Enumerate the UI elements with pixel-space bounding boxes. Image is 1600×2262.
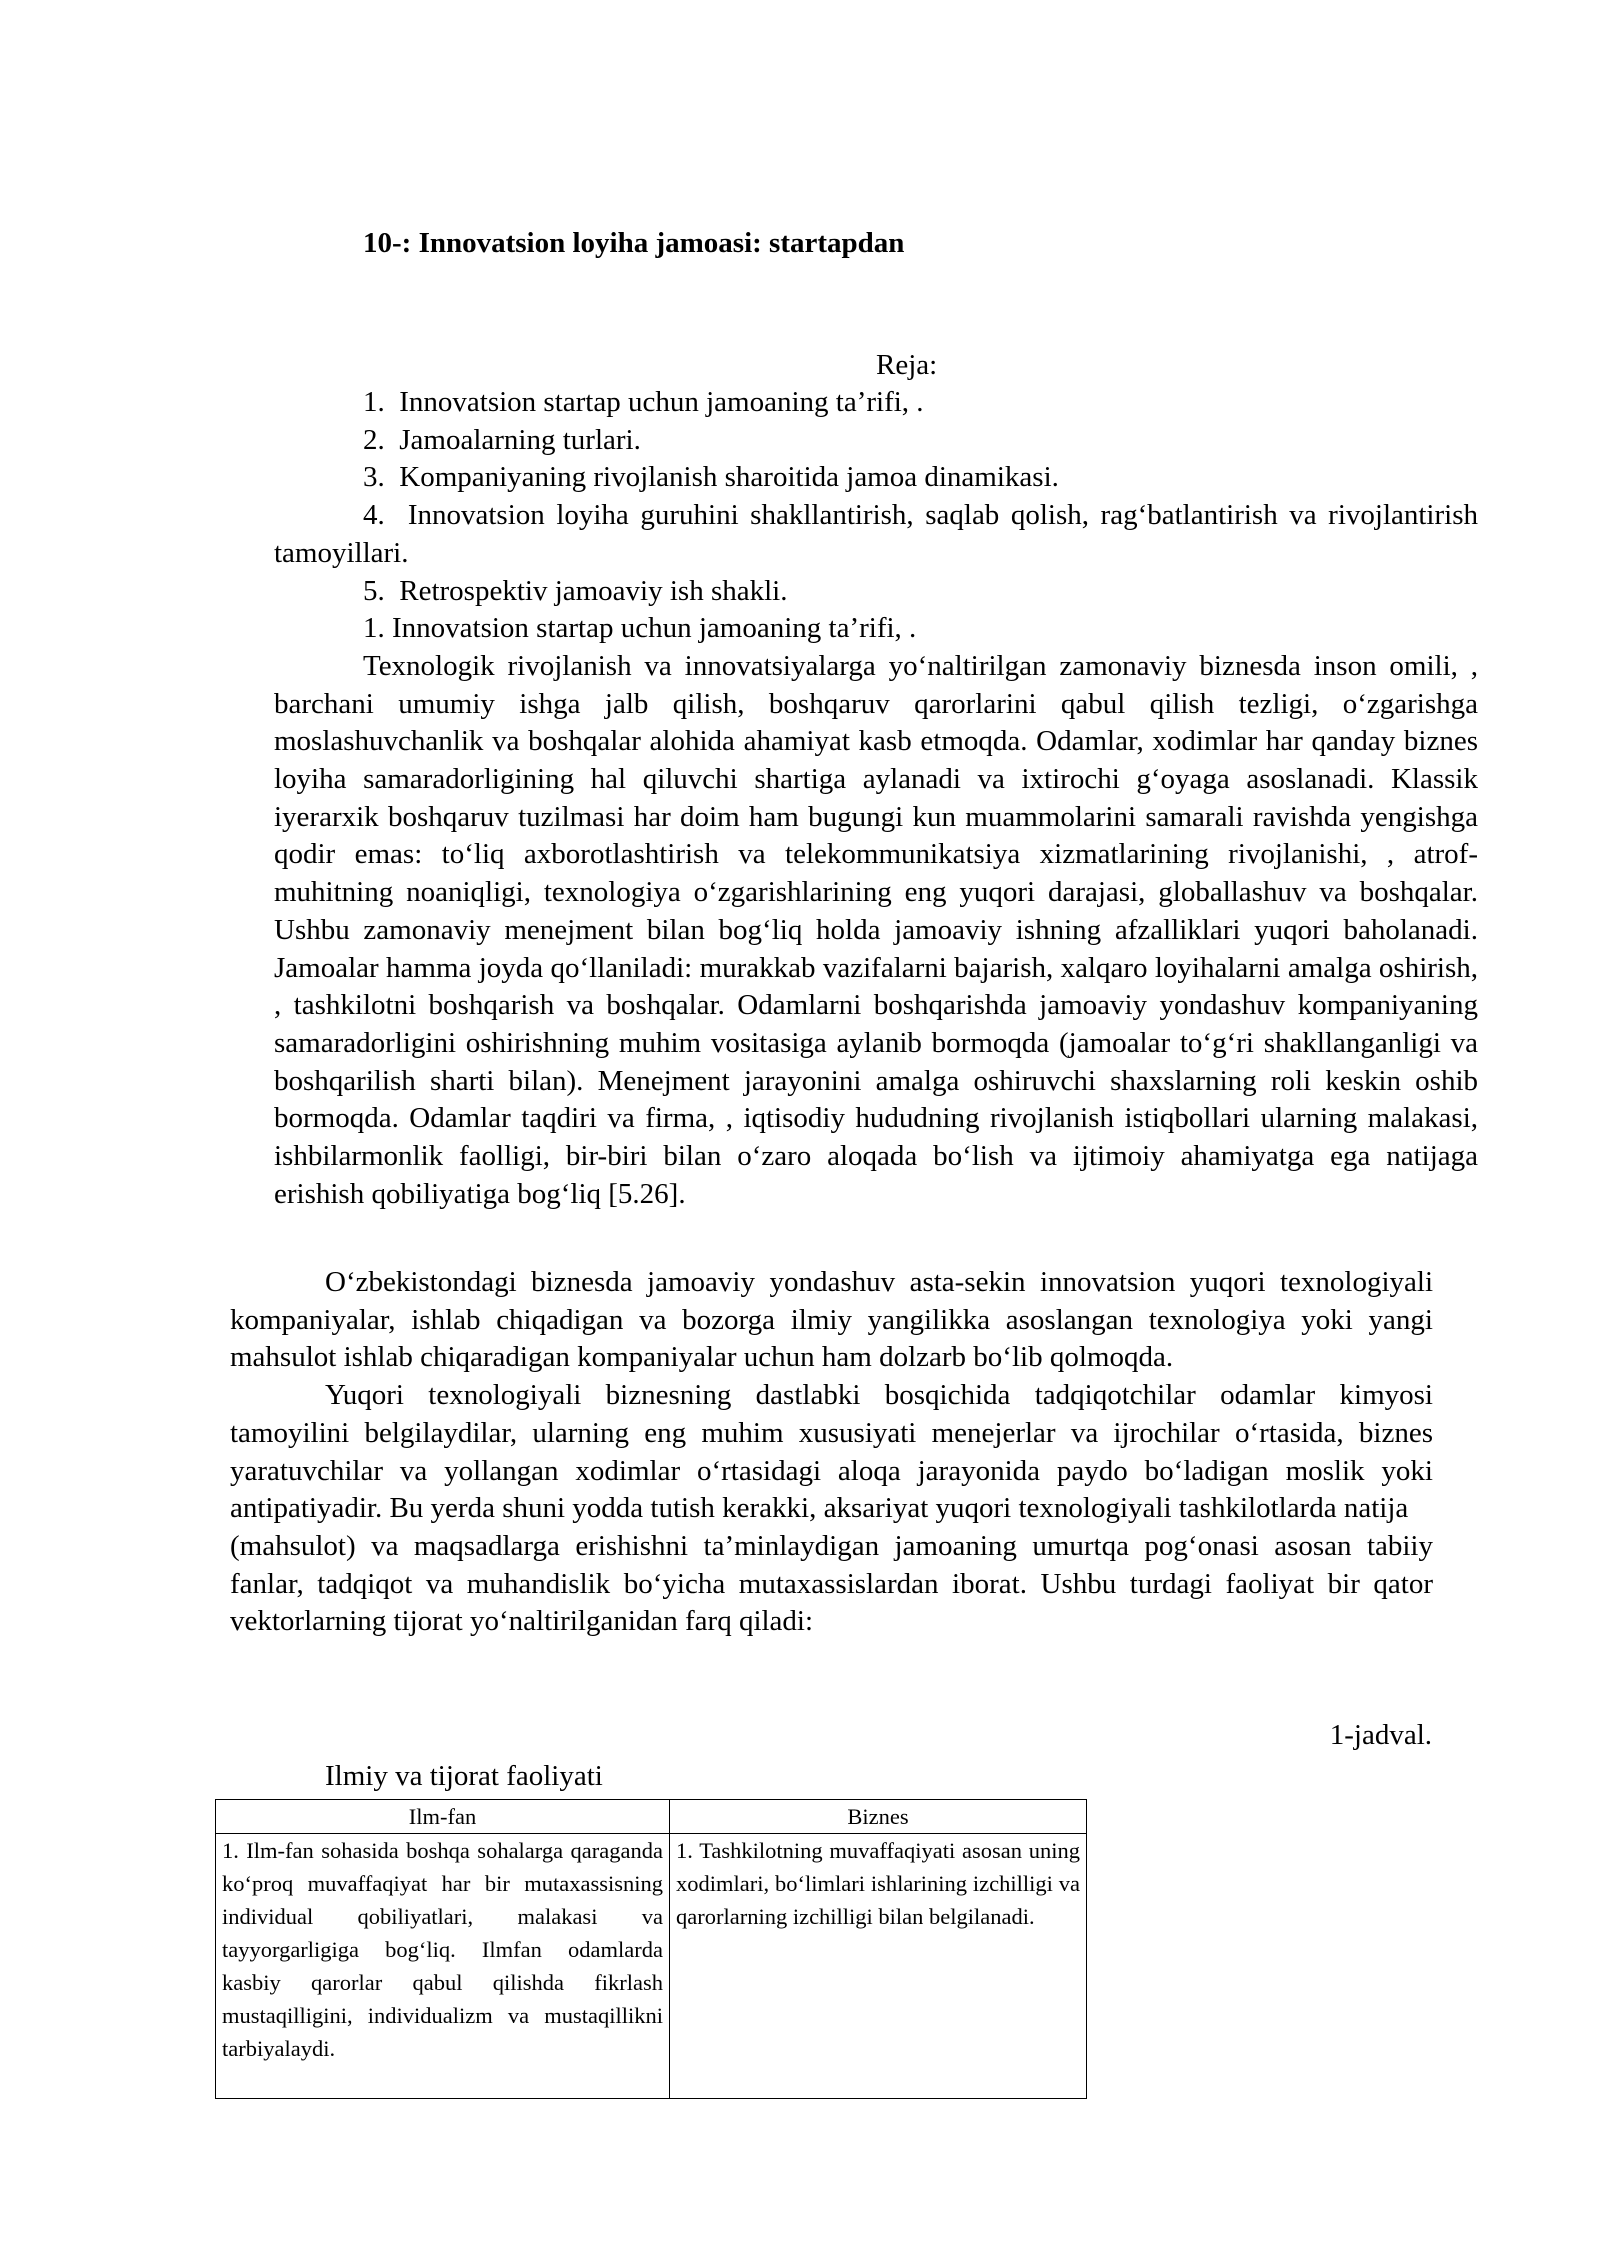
plan-item-number: 1. [363, 386, 385, 418]
table-row [216, 1834, 1087, 2099]
plan-item [274, 422, 1478, 460]
plan-item-number: 2. [363, 423, 385, 456]
plan-item [274, 384, 1478, 422]
body-paragraph: Yuqori texnologiyali biznesning dastlabki bosqichida tadqiqotchilar odamlar kimyosi tamoyilini belgilaydilar, ularning eng muhim xususiyati menejerlar va ijrochilar o‘rtasida, biznes yaratuvchilar va yollangan xodimlar o‘rtasidagi aloqa jarayonida paydo bo‘ladigan moslik yoki antipatiyadir. Bu yerda shuni yodda tutish kerakki, aksariyat yuqori texnologiyali tashkilotlarda natija [230, 1379, 1433, 1525]
plan-item-text: Retrospektiv jamoaviy ish shakli. [399, 574, 788, 607]
body-paragraph: Texnologik rivojlanish va innovatsiyalarga yo‘naltirilgan zamonaviy biznesda inson omili, , barchani umumiy ishga jalb qilish, boshqaruv qarorlarini qabul qilish tezligi, o‘zgarishga moslashuvchanlik va boshqalar alohida ahamiyat kasb etmoqda. Odamlar, xodimlar har qanday biznes loyiha samaradorligining hal qiluvchi shartiga aylanadi va ixtirochi g‘oyaga asoslanadi. Klassik iyerarxik boshqaruv tuzilmasi har doim ham bugungi kun muammolarini samarali ravishda yengishga qodir emas: to‘liq axborotlashtirish va telekommunikatsiya xizmatlarining rivojlanishi, , atrof-muhitning noaniqligi, texnologiya o‘zgarishlarining eng yuqori darajasi, globallashuv va boshqalar. Ushbu zamonaviy menejment bilan bog‘liq holda jamoaviy ishning afzalliklari yuqori baholanadi. Jamoalar hamma joyda qo‘llaniladi: murakkab vazifalarni bajarish, xalqaro loyihalarni amalga oshirish, , tashkilotni boshqarish va boshqalar. Odamlarni boshqarishda jamoaviy yondashuv kompaniyaning samaradorligini oshirishning muhim vositasiga aylanib bormoqda (jamoalar to‘g‘ri shakllanganligi va boshqarilish sharti bilan). Menejment jarayonini amalga oshiruvchi shaxslarning roli keskin oshib bormoqda. Odamlar taqdiri va firma, , iqtisodiy hududning rivojlanish istiqbollari ularning malakasi, ishbilarmonlik faolligi, bir-biri bilan o‘zaro aloqada bo‘lish va ijtimoiy ahamiyatga ega natijaga erishish qobiliyatiga bog‘liq [5.26]. [274, 649, 1478, 1210]
section-heading: 1. Innovatsion startap uchun jamoaning ta’rifi, . [363, 612, 917, 645]
table-header-row [216, 1800, 1087, 1834]
plan-item [274, 573, 1478, 611]
main-text-block [274, 384, 1478, 1213]
table-header-cell: Biznes [670, 1800, 1087, 1834]
plan-item-number: 5. [363, 574, 385, 607]
table-title: Ilmiy va tijorat faoliyati [325, 1760, 603, 1792]
plan-item-text: Kompaniyaning rivojlanish sharoitida jamoa dinamikasi. [399, 461, 1059, 494]
table-label: 1-jadval. [1329, 1719, 1432, 1751]
table-cell: 1. Ilm-fan sohasida boshqa sohalarga qaraganda ko‘proq muvaffaqiyat har bir mutaxassisning individual qobiliyatlari, malakasi va tayyorgarligiga bog‘liq. Ilmfan odamlarda kasbiy qarorlar qabul qilishda fikrlash mustaqilligini, individualizm va mustaqillikni tarbiyalaydi. [216, 1834, 670, 2099]
body-paragraph: (mahsulot) va maqsadlarga erishishni ta’minlaydigan jamoaning umurtqa pog‘onasi asosan tabiiy fanlar, tadqiqot va muhandislik bo‘yicha mutaxassislardan iborat. Ushbu turdagi faoliyat bir qator vektorlarning tijorat yo‘naltirilganidan farq qiladi: [230, 1529, 1433, 1638]
comparison-table [215, 1799, 1087, 2099]
table-header-cell: Ilm-fan [216, 1800, 670, 1834]
plan-heading: Reja: [876, 349, 938, 381]
plan-item-number: 4. [363, 499, 385, 532]
table-cell: 1. Tashkilotning muvaffaqiyati asosan uning xodimlari, bo‘limlari ishlarining izchilligi va qarorlarning izchilligi bilan belgilanadi. [670, 1834, 1087, 2099]
continued-text-block [230, 1264, 1433, 1641]
page-title: 10-: Innovatsion loyiha jamoasi: startapdan [363, 227, 905, 259]
plan-item-text: Jamoalarning turlari. [399, 423, 641, 456]
plan-item-number: 3. [363, 461, 385, 494]
body-paragraph: O‘zbekistondagi biznesda jamoaviy yondashuv asta-sekin innovatsion yuqori texnologiyali kompaniyalar, ishlab chiqadigan va bozorga ilmiy yangilikka asoslangan texnologiya yoki yangi mahsulot ishlab chiqaradigan kompaniyalar uchun ham dolzarb bo‘lib qolmoqda. [230, 1266, 1433, 1374]
plan-item [274, 497, 1478, 572]
plan-item [274, 459, 1478, 497]
plan-item-text: Innovatsion startap uchun jamoaning ta’rifi, . [399, 386, 924, 418]
plan-item-text: Innovatsion loyiha guruhini shakllantirish, saqlab qolish, rag‘batlantirish va rivojlantirish tamoyillari. [274, 499, 1478, 569]
